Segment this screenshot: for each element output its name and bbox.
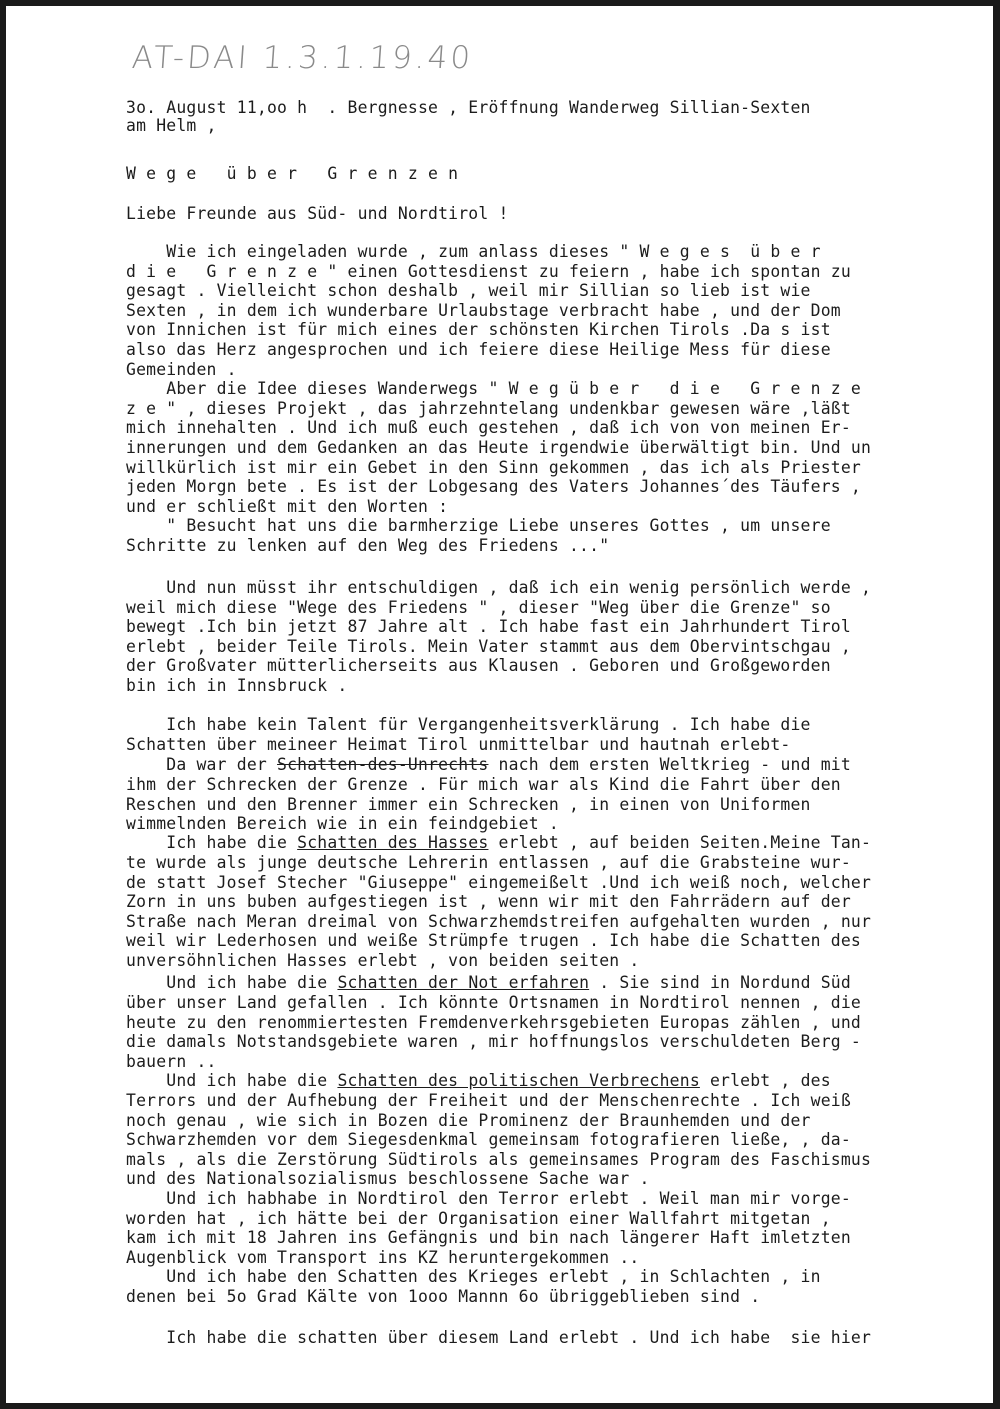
text-line: willkürlich ist mir ein Gebet in den Sinn gekommen , das ich als Priester xyxy=(126,457,861,477)
underlined-phrase: Schatten des politischen Verbrechens xyxy=(337,1071,700,1090)
text-line: Zorn in uns buben aufgestiegen ist , wenn wir mit den Fahrrädern auf der xyxy=(126,892,851,912)
text-line: Und nun müsst ihr entschuldigen , daß ich ein wenig persönlich werde , xyxy=(126,578,872,597)
text-line: Wie ich eingeladen wurde , zum anlass dieses " W e g e s ü b e r xyxy=(126,242,821,261)
text-line: die damals Notstandsgebiete waren , mir hoffnungslos verschuldeten Berg - xyxy=(126,1032,861,1052)
text-line: innerungen und dem Gedanken an das Heute irgendwie überwältigt bin. Und un xyxy=(126,438,872,457)
text-line: von Innichen ist für mich eines der schönsten Kirchen Tirols .Da s ist xyxy=(126,320,831,340)
text-line: mals , als die Zerstörung Südtirols als gemeinsames Program des Faschismus xyxy=(126,1149,872,1169)
salutation: Liebe Freunde aus Süd- und Nordtirol ! xyxy=(126,204,509,223)
text-line: te wurde als junge deutsche Lehrerin entlassen , auf die Grabsteine wur- xyxy=(126,853,851,872)
underlined-phrase: Schatten der Not erfahren xyxy=(337,973,590,992)
heading-line-date: 3o. August 11,oo h . Bergnesse , Eröffnung Wanderweg Sillian-Sexten xyxy=(126,98,811,117)
text-line: Augenblick vom Transport ins KZ heruntergekommen .. xyxy=(126,1247,640,1267)
text-line: unversöhnlichen Hasses erlebt , von beiden seiten . xyxy=(126,951,640,970)
text-line: kam ich mit 18 Jahren ins Gefängnis und bin nach längerer Haft imletzten xyxy=(126,1228,851,1248)
text-line: denen bei 5o Grad Kälte von 1ooo Mannn 6o übriggeblieben sind . xyxy=(126,1287,761,1306)
text-line: und des Nationalsozialismus beschlossene Sache war . xyxy=(126,1169,650,1189)
text-line: Ich habe kein Talent für Vergangenheitsverklärung . Ich habe die xyxy=(126,715,811,734)
text-line: z e " , dieses Projekt , das jahrzehntelang undenkbar gewesen wäre ,läßt xyxy=(126,398,851,418)
text-line: bauern .. xyxy=(126,1051,217,1071)
text-line: Und ich habe den Schatten des Krieges erlebt , in Schlachten , in xyxy=(126,1267,821,1287)
text-line: erlebt , beider Teile Tirols. Mein Vater stammt aus dem Obervintschgau , xyxy=(126,636,851,656)
struck-phrase: Schatten-des-Unrechts xyxy=(277,755,489,774)
text-line: Und ich habe die Schatten der Not erfahren . Sie sind in Nordund Süd xyxy=(126,973,851,992)
text-line: über unser Land gefallen . Ich könnte Ortsnamen in Nordtirol nennen , die xyxy=(126,993,861,1012)
text-line: bewegt .Ich bin jetzt 87 Jahre alt . Ich habe fast ein Jahrhundert Tirol xyxy=(126,617,851,637)
text-line: heute zu den renommiertesten Fremdenverkehrsgebieten Europas zählen , und xyxy=(126,1012,861,1032)
text-line: de statt Josef Stecher "Giuseppe" eingemeißelt .Und ich weiß noch, welcher xyxy=(126,872,872,892)
heading-line-location: am Helm , xyxy=(126,116,217,135)
text-line: und er schließt mit den Worten : xyxy=(126,496,449,516)
text-line: Und ich habe die Schatten des politischen Verbrechens erlebt , des xyxy=(126,1071,831,1090)
document-page xyxy=(6,6,993,1403)
underlined-phrase: Schatten des Hasses xyxy=(297,833,489,852)
text-line: " Besucht hat uns die barmherzige Liebe unseres Gottes , um unsere xyxy=(126,516,831,536)
text-line: mich innehalten . Und ich muß euch gestehen , daß ich von von meinen Er- xyxy=(126,418,851,438)
text-line: Und ich habhabe in Nordtirol den Terror erlebt . Weil man mir vorge- xyxy=(126,1189,851,1208)
text-line: Terrors und der Aufhebung der Freiheit und der Menschenrechte . Ich weiß xyxy=(126,1091,851,1110)
text-line: jeden Morgn bete . Es ist der Lobgesang des Vaters Johannes´des Täufers , xyxy=(126,477,861,497)
archive-signature-mark: AT-DAI 1.3.1.19.40 xyxy=(130,40,475,76)
text-line: worden hat , ich hätte bei der Organisation einer Wallfahrt mitgetan , xyxy=(126,1208,831,1228)
text-line: also das Herz angesprochen und ich feiere diese Heilige Mess für diese xyxy=(126,340,831,359)
closing-line: Ich habe die schatten über diesem Land erlebt . Und ich habe sie hier xyxy=(126,1328,872,1347)
text-line: Schatten über meineer Heimat Tirol unmittelbar und hautnah erlebt- xyxy=(126,735,791,754)
text-line: wimmelnden Bereich wie in ein feindgebiet . xyxy=(126,814,559,834)
document-title: W e g e ü b e r G r e n z e n xyxy=(126,164,459,183)
text-line: weil wir Lederhosen und weiße Strümpfe trugen . Ich habe die Schatten des xyxy=(126,931,861,951)
text-line: Gemeinden . xyxy=(126,359,237,379)
text-line: bin ich in Innsbruck . xyxy=(126,676,348,695)
text-line: Sexten , in dem ich wunderbare Urlaubstage verbracht habe , und der Dom xyxy=(126,300,841,320)
text-line: Aber die Idee dieses Wanderwegs " W e g ü b e r d i e G r e n z e xyxy=(126,379,861,399)
text-line: noch genau , wie sich in Bozen die Prominenz der Braunhemden und der xyxy=(126,1110,811,1130)
text-line: Reschen und den Brenner immer ein Schrecken , in einen von Uniformen xyxy=(126,794,811,814)
text-line: gesagt . Vielleicht schon deshalb , weil mir Sillian so lieb ist wie xyxy=(126,281,811,301)
text-line: Schwarzhemden vor dem Siegesdenkmal gemeinsam fotografieren ließe, , da- xyxy=(126,1130,851,1150)
text-line: d i e G r e n z e " einen Gottesdienst zu feiern , habe ich spontan zu xyxy=(126,261,851,281)
text-line: Straße nach Meran dreimal von Schwarzhemdstreifen aufgehalten wurden , nur xyxy=(126,911,872,931)
text-line: weil mich diese "Wege des Friedens " , dieser "Weg über die Grenze" so xyxy=(126,597,831,617)
text-line: Schritte zu lenken auf den Weg des Friedens ..." xyxy=(126,536,610,555)
text-line: ihm der Schrecken der Grenze . Für mich war als Kind die Fahrt über den xyxy=(126,775,841,794)
text-line: Da war der Schatten-des-Unrechts nach dem ersten Weltkrieg - und mit xyxy=(126,755,851,774)
text-line: Ich habe die Schatten des Hasses erlebt , auf beiden Seiten.Meine Tan- xyxy=(126,833,872,852)
text-line: der Großvater mütterlicherseits aus Klausen . Geboren und Großgeworden xyxy=(126,656,831,676)
